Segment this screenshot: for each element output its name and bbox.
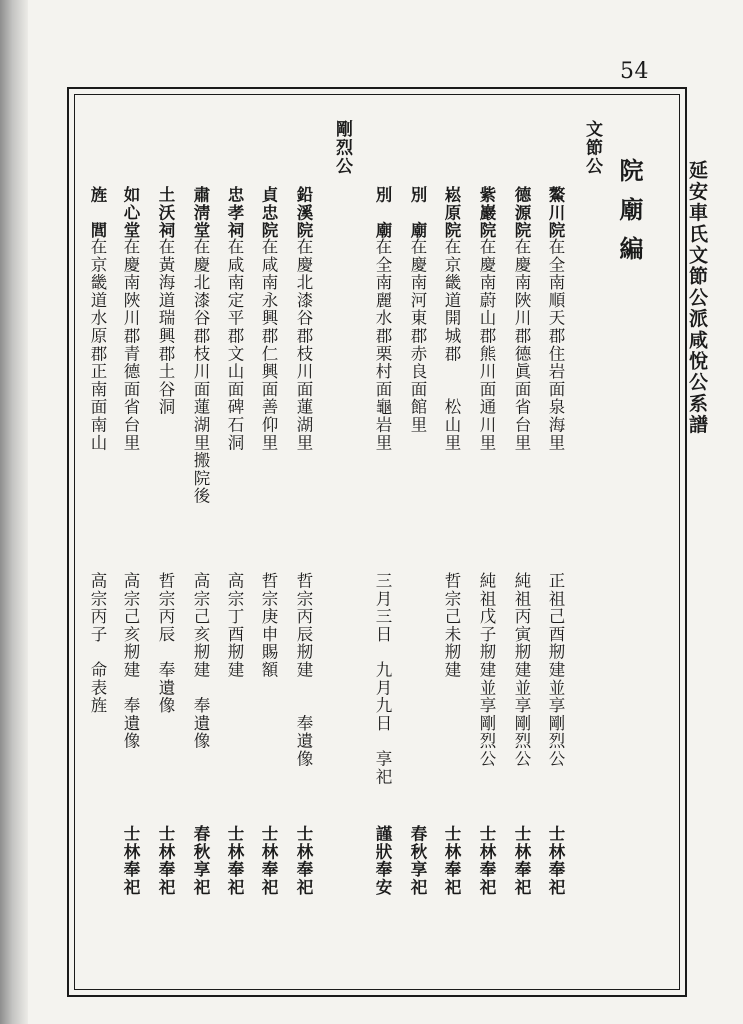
- shrine-rite: 士林奉祀: [121, 825, 140, 897]
- shrine-name: 崧原院: [442, 186, 461, 240]
- shrine-date-note: 高宗丙子 命表旌: [88, 572, 107, 715]
- shrine-rite: 謹狀奉安: [373, 825, 392, 897]
- shrine-location: 在咸南定平郡文山面碑石洞: [225, 238, 244, 452]
- shrine-name: 別 廟: [373, 186, 392, 240]
- shrine-date-note: 高宗丁酉剏建: [225, 572, 244, 679]
- shrine-name: 旌 閭: [88, 186, 107, 240]
- shrine-rite: 士林奉祀: [294, 825, 313, 897]
- shrine-location: 在慶北漆谷郡枝川面蓮湖里搬院後: [191, 238, 210, 505]
- shrine-rite: 士林奉祀: [477, 825, 496, 897]
- shrine-rite: 士林奉祀: [225, 825, 244, 897]
- shrine-location: 在京畿道開城郡 松山里: [442, 238, 461, 452]
- shrine-date-note: 哲宗己未剏建: [442, 572, 461, 679]
- shrine-name: 土沃祠: [156, 186, 175, 240]
- shrine-location: 在黃海道瑞興郡土谷洞: [156, 238, 175, 416]
- shrine-name: 肅淸堂: [191, 186, 210, 240]
- shrine-date-note: 正祖己酉剏建並享剛烈公: [546, 572, 565, 768]
- shrine-name: 如心堂: [121, 186, 140, 240]
- shrine-date-note: 哲宗庚申賜額: [259, 572, 278, 679]
- shrine-date-note: 高宗己亥剏建 奉遺像: [121, 572, 140, 750]
- shrine-rite: 士林奉祀: [512, 825, 531, 897]
- shrine-name: 別 廟: [408, 186, 427, 240]
- shrine-date-note: 三月三日 九月九日 享祀: [373, 572, 392, 786]
- group-heading: 剛烈公: [332, 120, 352, 176]
- shrine-name: 德源院: [512, 186, 531, 240]
- series-title: 延安車氏文節公派咸悅公系譜: [686, 160, 708, 436]
- shrine-location: 在咸南永興郡仁興面善仰里: [259, 238, 278, 452]
- section-title: 院廟編: [615, 158, 644, 275]
- shrine-name: 忠孝祠: [225, 186, 244, 240]
- shrine-name: 鰲川院: [546, 186, 565, 240]
- book-spine-shadow: [0, 0, 28, 1024]
- shrine-rite: 士林奉祀: [156, 825, 175, 897]
- shrine-location: 在慶北漆谷郡枝川面蓮湖里: [294, 238, 313, 452]
- shrine-date-note: 哲宗丙辰 奉遺像: [156, 572, 175, 715]
- shrine-rite: 士林奉祀: [442, 825, 461, 897]
- shrine-name: 紫巖院: [477, 186, 496, 240]
- shrine-location: 在慶南陜川郡德眞面省台里: [512, 238, 531, 452]
- group-heading: 文節公: [582, 120, 602, 176]
- shrine-location: 在全南麗水郡栗村面龜岩里: [373, 238, 392, 452]
- shrine-name: 鉛溪院: [294, 186, 313, 240]
- shrine-date-note: 高宗己亥剏建 奉遺像: [191, 572, 210, 750]
- shrine-rite: 士林奉祀: [259, 825, 278, 897]
- shrine-rite: 春秋享祀: [191, 825, 210, 897]
- shrine-date-note: 純祖丙寅剏建並享剛烈公: [512, 572, 531, 768]
- shrine-location: 在慶南陜川郡青德面省台里: [121, 238, 140, 452]
- page-number: 54: [620, 59, 649, 84]
- shrine-location: 在全南順天郡住岩面泉海里: [546, 238, 565, 452]
- shrine-rite: 士林奉祀: [546, 825, 565, 897]
- shrine-date-note: 純祖戊子剏建並享剛烈公: [477, 572, 496, 768]
- shrine-location: 在慶南河東郡赤良面館里: [408, 238, 427, 434]
- shrine-location: 在京畿道水原郡正南面南山: [88, 238, 107, 452]
- shrine-name: 貞忠院: [259, 186, 278, 240]
- shrine-date-note: 哲宗丙辰剏建 奉遺像: [294, 572, 313, 768]
- shrine-rite: 春秋享祀: [408, 825, 427, 897]
- shrine-location: 在慶南蔚山郡熊川面通川里: [477, 238, 496, 452]
